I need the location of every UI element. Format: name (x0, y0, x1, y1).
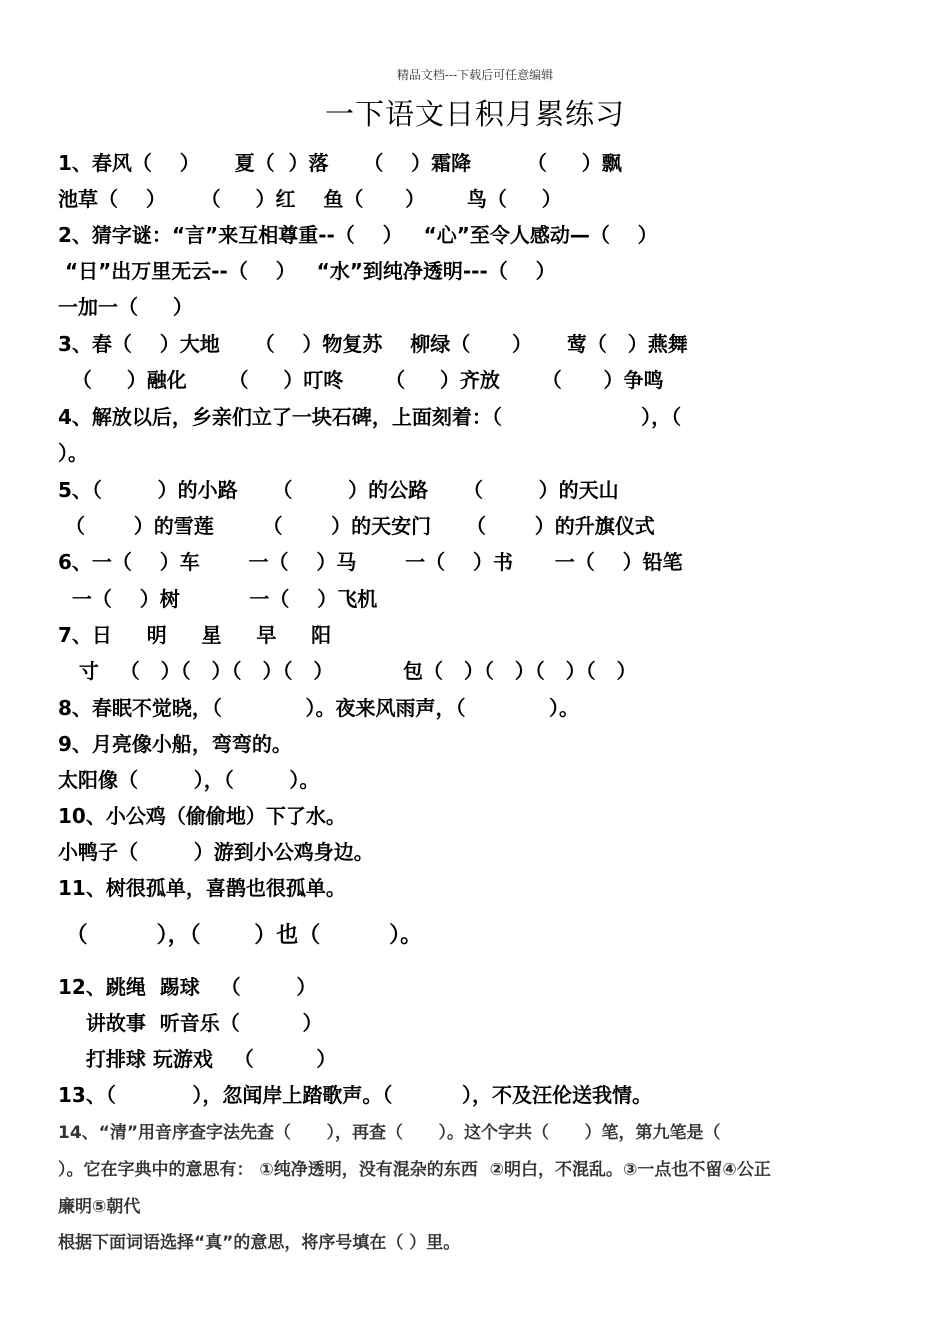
question-3-line-1: 3、春（ ）大地 （ ）物复苏 柳绿（ ） 莺（ ）燕舞 (58, 332, 688, 356)
question-5-line-1: 5、（ ）的小路 （ ）的公路 （ ）的天山 (58, 478, 619, 502)
question-11-line-1: 11、树很孤单，喜鹊也很孤单。 (58, 876, 346, 900)
question-6-line-1: 6、一（ ）车 一（ ）马 一（ ）书 一（ ）铅笔 (58, 550, 683, 574)
question-12-line-2: 讲故事 听音乐（ ） (58, 1011, 323, 1035)
question-11-line-2: （ ），（ ）也（ ）。 (58, 923, 423, 948)
question-6-line-2: 一（ ）树 一（ ）飞机 (58, 587, 378, 611)
question-2-line-3: 一加一（ ） (58, 295, 193, 319)
question-12-line-1: 12、跳绳 踢球 （ ） (58, 975, 317, 999)
question-8-line: 8、春眠不觉晓，（ ）。夜来风雨声，（ ）。 (58, 696, 580, 720)
page-title: 一下语文日积月累练习 (324, 97, 625, 131)
question-10-line-2: 小鸭子（ ）游到小公鸡身边。 (58, 840, 374, 864)
question-14-instruction: 根据下面词语选择“真”的意思，将序号填在（ ）里。 (58, 1233, 461, 1253)
question-9-line-1: 9、月亮像小船，弯弯的。 (58, 732, 292, 756)
question-3-line-2: （ ）融化 （ ）叮咚 （ ）齐放 （ ）争鸣 (58, 368, 664, 392)
question-10-line-1: 10、小公鸡（偷偷地）下了水。 (58, 804, 346, 828)
question-14-line-1: 14、“清”用音序查字法先查（ ），再查（ ）。这个字共（ ）笔，第九笔是（ (58, 1123, 721, 1143)
question-14-line-2: ）。它在字典中的意思有： ①纯净透明，没有混杂的东西 ②明白，不混乱。③一点也不留④公正 (58, 1160, 771, 1180)
question-9-line-2: 太阳像（ ），（ ）。 (58, 768, 320, 792)
page-header-note: 精品文档---下载后可任意编辑 (396, 68, 554, 82)
question-1-line-1: 1、春风（ ） 夏（ ）落 （ ）霜降 （ ）飘 (58, 151, 622, 175)
question-13-line: 13、（ ），忽闻岸上踏歌声。（ ），不及汪伦送我情。 (58, 1083, 653, 1107)
question-4-line-2: ）。 (58, 441, 88, 465)
question-14-line-3: 廉明⑤朝代 (58, 1197, 141, 1217)
question-12-line-3: 打排球 玩游戏 （ ） (58, 1047, 337, 1071)
question-5-line-2: （ ）的雪莲 （ ）的天安门 （ ）的升旗仪式 (58, 514, 655, 538)
question-2-line-2: “日”出万里无云--（ ） “水”到纯净透明---（ ） (58, 259, 556, 283)
question-4-line-1: 4、解放以后，乡亲们立了一块石碑，上面刻着：（ ），（ (58, 405, 682, 429)
question-7-line-1: 7、日 明 星 早 阳 (58, 623, 332, 647)
question-2-line-1: 2、猜字谜：“言”来互相尊重--（ ） “心”至令人感动—（ ） (58, 223, 658, 247)
question-1-line-2: 池草（ ） （ ）红 鱼（ ） 鸟（ ） (58, 187, 562, 211)
question-7-line-2: 寸 （ ）（ ）（ ）（ ） 包（ ）（ ）（ ）（ ） (58, 659, 637, 683)
